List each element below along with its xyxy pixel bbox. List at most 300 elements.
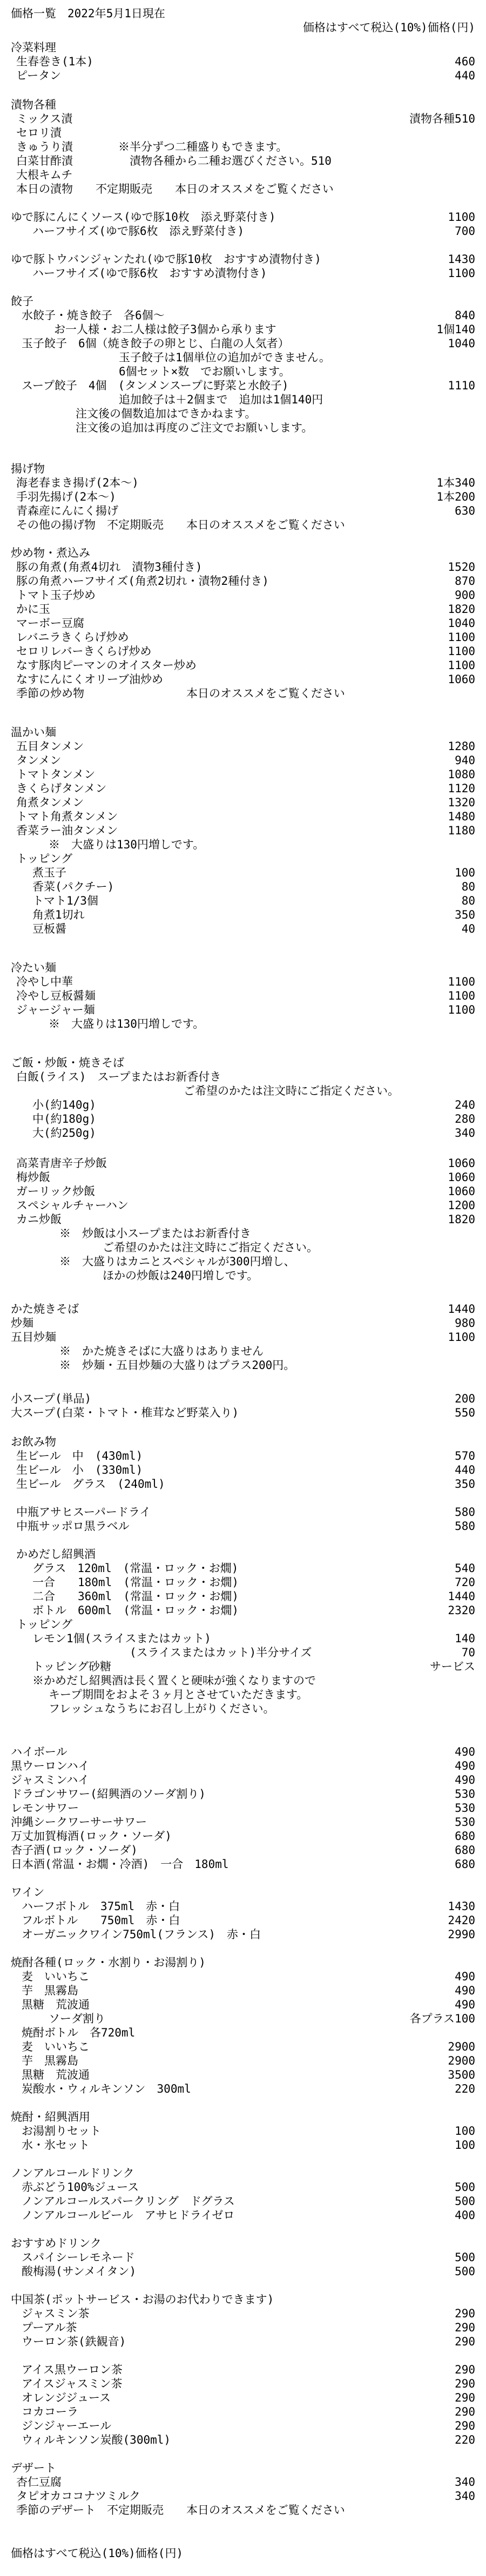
- menu-line-text: 注文後の個数追加はできかねます。: [76, 407, 256, 420]
- menu-line-text: アイス黒ウーロン茶: [22, 2363, 123, 2376]
- menu-line-text: 角煮1切れ: [32, 908, 85, 921]
- menu-line-price: 1110: [448, 379, 475, 392]
- menu-line: [0, 672, 486, 686]
- menu-line: [0, 1702, 486, 1716]
- menu-line-price: 290: [455, 2307, 475, 2320]
- menu-line: [0, 739, 486, 753]
- menu-line: [0, 421, 486, 435]
- menu-line-text: ドラゴンサワー(紹興酒のソーダ割り): [11, 1788, 206, 1800]
- menu-line-price: 140: [455, 1632, 475, 1645]
- menu-line: [0, 975, 486, 989]
- menu-line-price: 1100: [448, 989, 475, 1002]
- menu-line-text: 生ビール 小 (330ml): [16, 1464, 143, 1476]
- menu-line-text: 赤ぶどう100%ジュース: [22, 2181, 139, 2194]
- menu-line-text: プーアル茶: [22, 2321, 77, 2334]
- menu-line: [0, 41, 486, 55]
- menu-line-price: 1440: [448, 1303, 475, 1316]
- menu-line: [0, 838, 486, 852]
- menu-line: [0, 1927, 486, 1941]
- menu-line: [0, 1815, 486, 1829]
- menu-line-text: レモンサワー: [11, 1802, 79, 1815]
- menu-line-price: 2990: [448, 1928, 475, 1941]
- menu-line-text: フレッシュなうちにお召し上がりください。: [49, 1702, 275, 1715]
- menu-line: [0, 2405, 486, 2419]
- menu-line-text: ミックス漬: [16, 112, 73, 125]
- menu-line-text: ほかの炒飯は240円増しです。: [103, 1269, 259, 1282]
- menu-line-price: 1060: [448, 1185, 475, 1198]
- menu-line: [0, 2307, 486, 2321]
- menu-line: [0, 2236, 486, 2250]
- menu-line: [0, 168, 486, 182]
- menu-line-price: 1280: [448, 740, 475, 753]
- menu-line: [0, 2012, 486, 2026]
- menu-line-text: 漬物各種: [11, 98, 56, 111]
- menu-line: [0, 69, 486, 83]
- menu-line-text: トッピング: [16, 1618, 72, 1631]
- menu-line-text: レバニラきくらげ炒め: [16, 631, 129, 644]
- menu-line: [0, 182, 486, 196]
- menu-line-text: かめだし紹興酒: [16, 1548, 96, 1561]
- menu-line-price: 漬物各種510: [409, 112, 475, 125]
- menu-line: [0, 1955, 486, 1970]
- menu-line-text: 玉子餃子 6個（焼き餃子の卵とじ、白龍の人気者）: [22, 337, 289, 350]
- menu-line: [0, 1392, 486, 1406]
- menu-line-price: 570: [455, 1449, 475, 1462]
- menu-line-text: ※ 炒飯は小スープまたはお新香付き: [59, 1227, 251, 1240]
- menu-line-price: 500: [455, 2265, 475, 2278]
- menu-line: [0, 588, 486, 602]
- menu-line: [0, 560, 486, 574]
- menu-line-text: ハーフサイズ(ゆで豚6枚 おすすめ漬物付き): [32, 267, 267, 280]
- menu-line-text: 香菜ラー油タンメン: [16, 824, 118, 837]
- menu-line-price: 1320: [448, 796, 475, 809]
- menu-line-text: ノンアルコールスパークリング ドグラス: [22, 2195, 235, 2208]
- menu-line-text: ジャスミンハイ: [11, 1773, 90, 1786]
- menu-line: [0, 1857, 486, 1871]
- menu-line-price: 940: [455, 754, 475, 767]
- menu-line-price: 1100: [448, 211, 475, 224]
- menu-line-price: 350: [455, 908, 475, 921]
- menu-line-text: ワイン: [11, 1886, 45, 1899]
- menu-line: [0, 1801, 486, 1815]
- menu-line-text: 青森産にんにく揚げ: [16, 504, 118, 517]
- menu-line-price: 530: [455, 1816, 475, 1829]
- menu-line-text: トマト玉子炒め: [16, 589, 96, 602]
- menu-line-text: 冷やし豆板醤麺: [16, 989, 96, 1002]
- menu-line-price: 200: [455, 1392, 475, 1405]
- menu-line-price: 290: [455, 2321, 475, 2334]
- menu-line: [0, 602, 486, 616]
- menu-line: [0, 2475, 486, 2489]
- menu-line-price: 490: [455, 1745, 475, 1758]
- menu-line: [0, 616, 486, 630]
- tax-note: 価格はすべて税込(10%)価格(円): [302, 21, 475, 34]
- menu-line-text: トマト角煮タンメン: [16, 810, 118, 823]
- menu-line: [0, 894, 486, 908]
- menu-line: [0, 2068, 486, 2082]
- menu-line-price: 2900: [448, 2040, 475, 2053]
- menu-line-price: 980: [455, 1317, 475, 1330]
- menu-line: [0, 1745, 486, 1759]
- menu-line-price: 630: [455, 504, 475, 517]
- menu-line-price: 290: [455, 2377, 475, 2390]
- menu-line-price: 1520: [448, 561, 475, 574]
- menu-line-text: ご希望のかたは注文時にご指定ください。: [184, 1084, 399, 1097]
- menu-line-text: 酸梅湯(サンメイタン): [22, 2265, 137, 2278]
- menu-line: [0, 1126, 486, 1140]
- menu-line-text: 炭酸水・ウィルキンソン 300ml: [22, 2082, 191, 2095]
- menu-line: [0, 1255, 486, 1269]
- menu-line-text: その他の揚げ物 不定期販売 本日のオススメをご覧ください: [16, 518, 345, 531]
- menu-line: [0, 2546, 486, 2560]
- menu-line: [0, 1998, 486, 2012]
- menu-line-text: 炒麺: [11, 1317, 33, 1330]
- menu-line: [0, 2335, 486, 2349]
- menu-line-text: ボトル 600ml (常温・ロック・お燗): [32, 1604, 239, 1617]
- menu-line-price: 2900: [448, 2054, 475, 2067]
- menu-line-text: ハイボール: [11, 1745, 68, 1758]
- menu-line: [0, 922, 486, 936]
- menu-line: [0, 462, 486, 476]
- menu-line-price: 1060: [448, 1157, 475, 1170]
- menu-line-text: ※ 大盛りはカニとスペシャルが300円増し、: [59, 1255, 295, 1268]
- menu-line-price: 290: [455, 2419, 475, 2432]
- menu-line-text: ソーダ割り: [49, 2012, 105, 2025]
- menu-line-text: アイスジャスミン茶: [22, 2377, 123, 2390]
- menu-line: [0, 1477, 486, 1491]
- menu-line-text: ノンアルコールビール アサヒドライゼロ: [22, 2209, 235, 2222]
- menu-line: [0, 365, 486, 379]
- menu-line: [0, 1561, 486, 1575]
- menu-line-text: かに玉: [16, 603, 50, 616]
- menu-line: [0, 2180, 486, 2194]
- menu-line-text: ピータン: [16, 69, 62, 82]
- menu-line: [0, 1344, 486, 1358]
- menu-line: [0, 2321, 486, 2335]
- menu-line: [0, 781, 486, 795]
- menu-line-price: 1060: [448, 1171, 475, 1184]
- menu-line-price: 80: [461, 894, 475, 907]
- menu-line-text: オーガニックワイン750ml(フランス) 赤・白: [22, 1928, 261, 1941]
- menu-line: [0, 880, 486, 894]
- menu-line-price: 1200: [448, 1199, 475, 1212]
- menu-line-text: 白飯(ライス) スープまたはお新香付き: [16, 1070, 221, 1083]
- menu-line: [0, 1358, 486, 1372]
- menu-line: [0, 336, 486, 350]
- menu-line-price: 1080: [448, 768, 475, 781]
- menu-line-text: お湯割りセット: [22, 2125, 101, 2137]
- menu-line-text: ジンジャーエール: [22, 2419, 112, 2432]
- menu-line-text: 中(約180g): [32, 1112, 96, 1125]
- menu-line-text: デザート: [11, 2462, 56, 2474]
- menu-line-price: 1480: [448, 810, 475, 823]
- menu-line-text: 餃子: [11, 295, 33, 308]
- menu-line-price: 440: [455, 69, 475, 82]
- menu-line-price: 2420: [448, 1914, 475, 1927]
- menu-line-text: 冷菜料理: [11, 41, 56, 54]
- menu-line: [0, 1463, 486, 1477]
- menu-line-text: 焼酎各種(ロック・水割り・お湯割り): [11, 1956, 206, 1969]
- menu-line-text: 杏仁豆腐: [16, 2476, 62, 2489]
- menu-line-text: 芋 黒霧島: [22, 2054, 78, 2067]
- menu-line-text: トッピング: [16, 852, 72, 865]
- menu-line-price: 1040: [448, 617, 475, 630]
- menu-line: [0, 1589, 486, 1603]
- menu-line-price: 1820: [448, 603, 475, 616]
- menu-line: [0, 1603, 486, 1617]
- menu-line-text: カニ炒飯: [16, 1213, 62, 1226]
- menu-line: [0, 574, 486, 588]
- menu-line-text: 小(約140g): [32, 1098, 96, 1111]
- menu-line-text: 手羽先揚げ(2本～): [16, 490, 116, 503]
- menu-line-price: 1100: [448, 975, 475, 988]
- menu-line-text: 香菜(パクチー): [32, 880, 114, 893]
- menu-line: [0, 2292, 486, 2307]
- menu-line-text: 冷たい麺: [11, 961, 56, 974]
- menu-line: [0, 2194, 486, 2208]
- menu-line: [0, 476, 486, 490]
- menu-line: [0, 1406, 486, 1420]
- menu-line-price: 1100: [448, 659, 475, 672]
- menu-line: [0, 407, 486, 421]
- menu-line: [0, 658, 486, 672]
- menu-line-price: 500: [455, 2195, 475, 2208]
- menu-line-text: ジャスミン茶: [22, 2307, 90, 2320]
- menu-line-price: 100: [455, 866, 475, 879]
- menu-line: [0, 2166, 486, 2180]
- menu-line-price: 70: [461, 1646, 475, 1659]
- menu-line: [0, 1674, 486, 1688]
- menu-line-text: コカコーラ: [22, 2405, 78, 2418]
- menu-line: [0, 1984, 486, 1998]
- menu-line-price: 1440: [448, 1590, 475, 1603]
- menu-line-price: 580: [455, 1520, 475, 1533]
- menu-line-price: 100: [455, 2125, 475, 2137]
- menu-line: [0, 1829, 486, 1843]
- menu-line-text: 日本酒(常温・お燗・冷酒) 一合 180ml: [11, 1858, 229, 1871]
- menu-line-text: 大根キムチ: [16, 168, 73, 181]
- menu-line-price: 900: [455, 589, 475, 602]
- menu-line-text: 本日の漬物 不定期販売 本日のオススメをご覧ください: [16, 183, 334, 195]
- menu-line-price: 280: [455, 1112, 475, 1125]
- menu-line-text: マーボー豆腐: [16, 617, 84, 630]
- menu-line: [0, 1547, 486, 1561]
- menu-line: [0, 2124, 486, 2138]
- menu-line-text: 揚げ物: [11, 462, 45, 475]
- menu-line-price: 530: [455, 1788, 475, 1800]
- menu-line-text: ※ かた焼きそばに大盛りはありません: [59, 1345, 264, 1358]
- menu-line-text: 追加餃子は＋2個まで 追加は1個140円: [119, 393, 323, 406]
- menu-line-text: 中国茶(ポットサービス・お湯のお代わりできます): [11, 2293, 274, 2306]
- menu-line-text: グラス 120ml (常温・ロック・お燗): [32, 1562, 239, 1575]
- menu-line-price: 1430: [448, 1900, 475, 1913]
- menu-line-text: 杏子酒(ロック・ソーダ): [11, 1844, 138, 1857]
- menu-line: [0, 1631, 486, 1646]
- menu-line: [0, 852, 486, 866]
- menu-line: [0, 1098, 486, 1112]
- menu-line: [0, 393, 486, 407]
- menu-line: [0, 504, 486, 518]
- menu-line-text: きくらげタンメン: [16, 782, 107, 795]
- menu-line-text: ※ 大盛りは130円増しです。: [49, 838, 205, 851]
- menu-line: [0, 1899, 486, 1913]
- menu-line-price: 700: [455, 225, 475, 238]
- menu-line-price: 290: [455, 2391, 475, 2404]
- menu-line-price: 220: [455, 2433, 475, 2446]
- menu-line: [0, 1003, 486, 1017]
- menu-line-text: ゆで豚にんにくソース(ゆで豚10枚 添え野菜付き): [11, 211, 276, 224]
- menu-line: [0, 1112, 486, 1126]
- menu-line-text: 季節の炒め物 本日のオススメをご覧ください: [16, 687, 345, 700]
- menu-line-text: キープ期間をおよそ３ヶ月とさせていただきます。: [49, 1688, 308, 1701]
- menu-line-price: 680: [455, 1858, 475, 1871]
- menu-line-text: 角煮タンメン: [16, 796, 84, 809]
- menu-line-price: 1120: [448, 782, 475, 795]
- menu-line-price: 290: [455, 2363, 475, 2376]
- menu-line: [0, 2138, 486, 2152]
- menu-line: [0, 1017, 486, 1031]
- menu-line-price: 500: [455, 2181, 475, 2194]
- menu-line: [0, 1505, 486, 1519]
- menu-line-text: ゆで豚トウバンジャンたれ(ゆで豚10枚 おすすめ漬物付き): [11, 253, 321, 266]
- menu-line-text: 注文後の追加は再度のご注文でお願いします。: [76, 421, 313, 434]
- menu-line-price: 1180: [448, 824, 475, 837]
- menu-line-text: 6個セット×数 でお願いします。: [119, 365, 291, 378]
- menu-line-price: 290: [455, 2335, 475, 2348]
- menu-line-price: 490: [455, 1773, 475, 1786]
- menu-line-text: 豚の角煮ハーフサイズ(角煮2切れ・漬物2種付き): [16, 575, 269, 588]
- menu-line: [0, 98, 486, 112]
- menu-line-text: スパイシーレモネード: [22, 2251, 135, 2264]
- menu-line-text: 中瓶サッポロ黒ラベル: [16, 1520, 130, 1533]
- menu-line-price: 80: [461, 880, 475, 893]
- menu-line-price: 1100: [448, 1003, 475, 1016]
- menu-line-price: 530: [455, 1802, 475, 1815]
- menu-line: [0, 1084, 486, 1098]
- menu-line-text: オレンジジュース: [22, 2391, 111, 2404]
- menu-line-price: 720: [455, 1576, 475, 1589]
- menu-line: [0, 1330, 486, 1344]
- menu-line-price: 400: [455, 2209, 475, 2222]
- menu-line: [0, 1913, 486, 1927]
- menu-line-price: 680: [455, 1830, 475, 1843]
- menu-line: [0, 810, 486, 824]
- page-header-tax-line: [0, 21, 486, 35]
- menu-line-text: 麦 いいちこ: [22, 1970, 90, 1983]
- menu-line-text: 生ビール グラス (240ml): [16, 1478, 165, 1491]
- menu-line: [0, 2264, 486, 2278]
- menu-line: [0, 1970, 486, 1984]
- menu-line: [0, 2377, 486, 2391]
- page-header-title-line: [0, 6, 486, 21]
- menu-line: [0, 350, 486, 365]
- menu-line-price: 840: [455, 309, 475, 322]
- menu-line-price: 1060: [448, 673, 475, 686]
- menu-line-text: おすすめドリンク: [11, 2237, 102, 2250]
- menu-line-text: 豆板醤: [32, 922, 66, 935]
- menu-line-price: 1430: [448, 253, 475, 266]
- menu-line: [0, 989, 486, 1003]
- menu-line-price: 290: [455, 2405, 475, 2418]
- menu-line-text: 黒糖 荒波通: [22, 1998, 90, 2011]
- menu-line-price: 1820: [448, 1213, 475, 1226]
- menu-line: [0, 1519, 486, 1533]
- menu-line: [0, 2489, 486, 2503]
- menu-line-text: 生春巻き(1本): [16, 55, 93, 68]
- menu-line: [0, 1773, 486, 1787]
- menu-line-text: 煮玉子: [32, 866, 66, 879]
- menu-line: [0, 725, 486, 739]
- menu-line-text: ※かめだし紹興酒は長く置くと硬味が強くなりますので: [32, 1674, 316, 1687]
- menu-line: [0, 266, 486, 280]
- menu-line: [0, 2461, 486, 2475]
- menu-line-text: 五目炒麺: [11, 1331, 56, 1344]
- menu-line: [0, 2419, 486, 2433]
- menu-line-price: 350: [455, 1478, 475, 1491]
- menu-line: [0, 2503, 486, 2517]
- menu-line-text: 季節のデザート 不定期販売 本日のオススメをご覧ください: [16, 2504, 345, 2517]
- menu-line: [0, 753, 486, 767]
- menu-line: [0, 1435, 486, 1449]
- menu-line: [0, 1449, 486, 1463]
- menu-line: [0, 1226, 486, 1240]
- menu-line-text: 焼酎・紹興酒用: [11, 2110, 90, 2123]
- menu-line: [0, 2110, 486, 2124]
- menu-line-price: 1100: [448, 631, 475, 644]
- menu-line-price: 340: [455, 2490, 475, 2503]
- menu-line: [0, 1617, 486, 1631]
- menu-line-price: 1100: [448, 645, 475, 658]
- menu-line: [0, 322, 486, 336]
- menu-line: [0, 1269, 486, 1283]
- menu-line-text: 温かい麺: [11, 726, 56, 739]
- menu-line-text: 沖縄シークワーサーサワー: [11, 1816, 147, 1829]
- menu-line: [0, 2082, 486, 2096]
- menu-line-price: 500: [455, 2251, 475, 2264]
- menu-line: [0, 1070, 486, 1084]
- menu-line: [0, 630, 486, 644]
- menu-line-text: 五目タンメン: [16, 740, 84, 753]
- menu-line-text: (スライスまたはカット)半分サイズ: [130, 1646, 312, 1659]
- menu-line-text: 冷やし中華: [16, 975, 73, 988]
- menu-line: [0, 2250, 486, 2264]
- menu-line-price: 1100: [448, 1331, 475, 1344]
- menu-line-text: ご飯・炒飯・焼きそば: [11, 1056, 124, 1069]
- menu-line: [0, 2208, 486, 2222]
- menu-line-text: なすにんにくオリーブ油炒め: [16, 673, 163, 686]
- menu-line-text: 焼酎ボトル 各720ml: [22, 2026, 136, 2039]
- menu-line: [0, 2026, 486, 2040]
- menu-line: [0, 1646, 486, 1660]
- menu-line-text: 一合 180ml (常温・ロック・お燗): [32, 1576, 239, 1589]
- menu-line-text: 水餃子・焼き餃子 各6個～: [22, 309, 165, 322]
- menu-line-text: 生ビール 中 (430ml): [16, 1449, 143, 1462]
- menu-line-price: 3500: [448, 2068, 475, 2081]
- menu-line-text: 中瓶アサヒスーパードライ: [16, 1506, 151, 1519]
- menu-line-price: 2320: [448, 1604, 475, 1617]
- menu-line: [0, 2433, 486, 2447]
- menu-line: [0, 1787, 486, 1801]
- menu-line-price: 240: [455, 1098, 475, 1111]
- menu-line: [0, 795, 486, 810]
- menu-line-text: レモン1個(スライスまたはカット): [32, 1632, 211, 1645]
- menu-line: [0, 224, 486, 238]
- menu-line-price: 340: [455, 1127, 475, 1139]
- menu-line: [0, 252, 486, 266]
- menu-line-text: お飲み物: [11, 1435, 56, 1448]
- menu-line-text: 高菜青唐辛子炒飯: [16, 1157, 107, 1170]
- menu-line: [0, 2040, 486, 2054]
